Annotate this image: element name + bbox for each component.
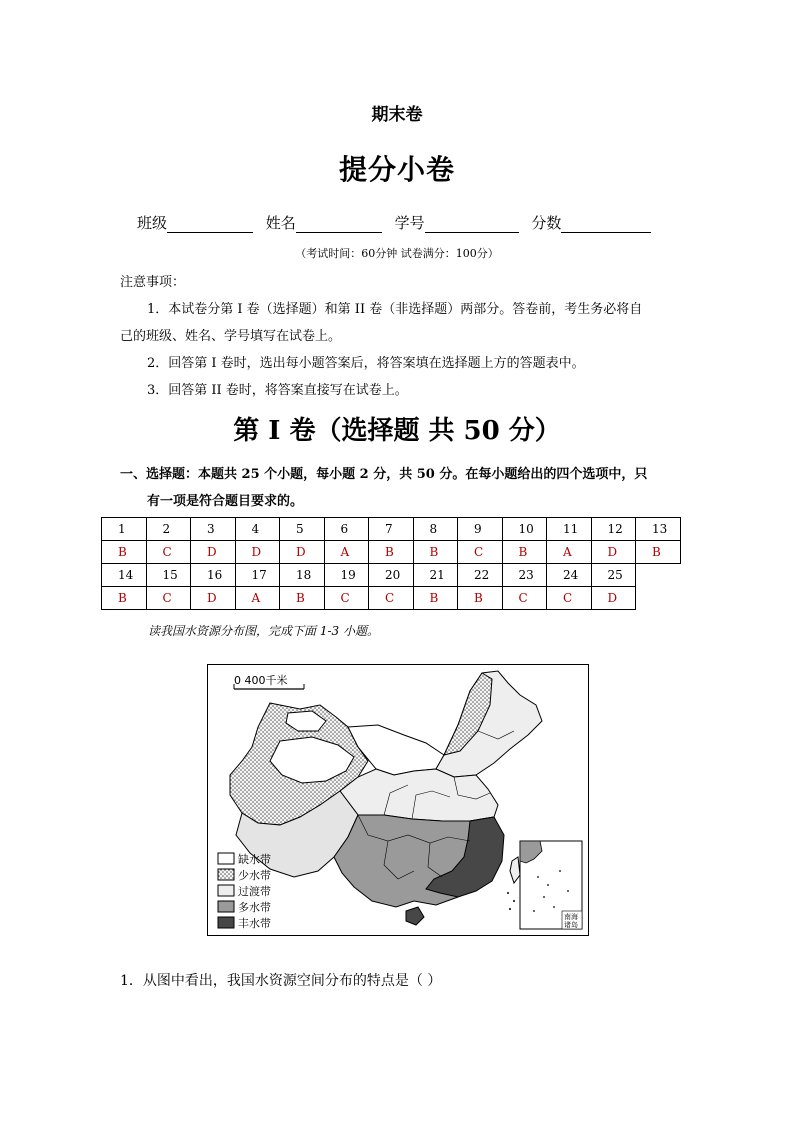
answer-cell: C (547, 587, 592, 610)
question-intro-line-2: 有一项是符合题目要求的。 (147, 494, 304, 509)
table-cell: 2 (146, 518, 191, 541)
legend-swatch-little (218, 869, 234, 880)
table-cell: 15 (146, 564, 191, 587)
table-cell: 16 (191, 564, 236, 587)
table-cell: 14 (102, 564, 147, 587)
answer-table-row-answers-1 (102, 541, 681, 564)
table-cell: 11 (547, 518, 592, 541)
answer-cell: D (591, 587, 636, 610)
answer-cell: A (235, 587, 280, 610)
table-cell: 12 (591, 518, 636, 541)
table-cell: 6 (324, 518, 369, 541)
name-label: 姓名 (265, 214, 296, 232)
legend-label-transition: 过渡带 (238, 885, 271, 898)
table-cell: 4 (235, 518, 280, 541)
page-title: 提分小卷 (338, 153, 455, 186)
legend-swatch-transition (218, 885, 234, 896)
answer-cell: D (280, 541, 325, 564)
table-cell: 23 (502, 564, 547, 587)
notice-item-3: 3．回答第 II 卷时，将答案直接写在试卷上。 (147, 383, 408, 398)
inset-label-line-1: 南海 (564, 913, 578, 921)
answer-cell: B (369, 541, 414, 564)
table-cell: 19 (324, 564, 369, 587)
legend-swatch-lack (218, 853, 234, 864)
water-resource-map (207, 664, 589, 936)
map-figure (208, 665, 588, 935)
answer-cell: D (235, 541, 280, 564)
class-label: 班级 (137, 214, 168, 232)
notice-heading: 注意事项： (120, 275, 186, 290)
table-cell: 17 (235, 564, 280, 587)
table-cell: 25 (591, 564, 636, 587)
score-blank[interactable] (561, 216, 651, 233)
exam-type-title: 期末卷 (371, 105, 423, 125)
answer-cell: C (458, 541, 503, 564)
answer-cell: C (146, 587, 191, 610)
id-blank[interactable] (425, 216, 519, 233)
answer-table-row-answers-2 (102, 587, 681, 610)
answer-table-row-numbers-2 (102, 564, 681, 587)
answer-cell: B (636, 541, 681, 564)
notice-item-1-line-1: 1．本试卷分第 I 卷（选择题）和第 II 卷（非选择题）两部分。答卷前，考生务必将自 (147, 302, 643, 317)
answer-table-row-numbers-1 (102, 518, 681, 541)
table-cell: 10 (502, 518, 547, 541)
notice-item-2: 2．回答第 I 卷时，选出每小题答案后，将答案填在选择题上方的答题表中。 (147, 356, 585, 371)
legend-swatch-more (218, 901, 234, 912)
empty-cell (636, 587, 681, 610)
answer-cell: C (502, 587, 547, 610)
answer-cell: C (146, 541, 191, 564)
answer-cell: B (280, 587, 325, 610)
answer-cell: B (102, 541, 147, 564)
region-north-china-transition (340, 769, 498, 821)
table-cell: 1 (102, 518, 147, 541)
table-cell: 5 (280, 518, 325, 541)
answer-cell: D (191, 587, 236, 610)
table-cell: 21 (413, 564, 458, 587)
inset-label-line-2: 诸岛 (564, 921, 578, 929)
answer-cell: A (324, 541, 369, 564)
answer-table (101, 517, 681, 610)
region-taiwan-transition (510, 857, 520, 883)
score-label: 分数 (531, 214, 562, 232)
notice-item-1-line-2: 己的班级、姓名、学号填写在试卷上。 (120, 329, 342, 344)
answer-cell: D (191, 541, 236, 564)
map-caption: 读我国水资源分布图，完成下面 1-3 小题。 (148, 624, 379, 638)
answer-cell: B (102, 587, 147, 610)
region-hainan-rich (406, 907, 424, 925)
legend-label-little: 少水带 (238, 869, 271, 882)
coastal-islands (507, 892, 515, 910)
table-cell: 22 (458, 564, 503, 587)
section-title: 第 I 卷（选择题 共 50 分） (233, 416, 561, 446)
map-legend (218, 852, 271, 930)
scale-bar-label: 0 400千米 (234, 674, 288, 687)
table-cell: 13 (636, 518, 681, 541)
table-cell: 24 (547, 564, 592, 587)
answer-cell: C (324, 587, 369, 610)
time-info: （考试时间：60分钟 试卷满分：100分） (295, 247, 499, 260)
class-blank[interactable] (167, 216, 253, 233)
name-blank[interactable] (296, 216, 382, 233)
table-cell: 8 (413, 518, 458, 541)
student-info-fields (137, 212, 659, 233)
id-label: 学号 (394, 214, 425, 232)
answer-cell: C (369, 587, 414, 610)
answer-cell: B (502, 541, 547, 564)
answer-cell: D (591, 541, 636, 564)
answer-cell: B (413, 541, 458, 564)
answer-cell: B (413, 587, 458, 610)
legend-label-rich: 丰水带 (238, 917, 271, 930)
table-cell: 3 (191, 518, 236, 541)
table-cell: 20 (369, 564, 414, 587)
question-intro-line-1: 一、选择题：本题共 25 个小题，每小题 2 分，共 50 分。在每小题给出的四个选项中，只 (120, 467, 648, 482)
table-cell: 7 (369, 518, 414, 541)
legend-swatch-rich (218, 917, 234, 928)
table-cell: 9 (458, 518, 503, 541)
answer-cell: A (547, 541, 592, 564)
legend-label-lack: 缺水带 (238, 853, 271, 866)
answer-cell: B (458, 587, 503, 610)
question-1: 1．从图中看出，我国水资源空间分布的特点是（ ） (120, 973, 442, 989)
table-cell: 18 (280, 564, 325, 587)
empty-cell (636, 564, 681, 587)
legend-label-more: 多水带 (238, 901, 271, 914)
